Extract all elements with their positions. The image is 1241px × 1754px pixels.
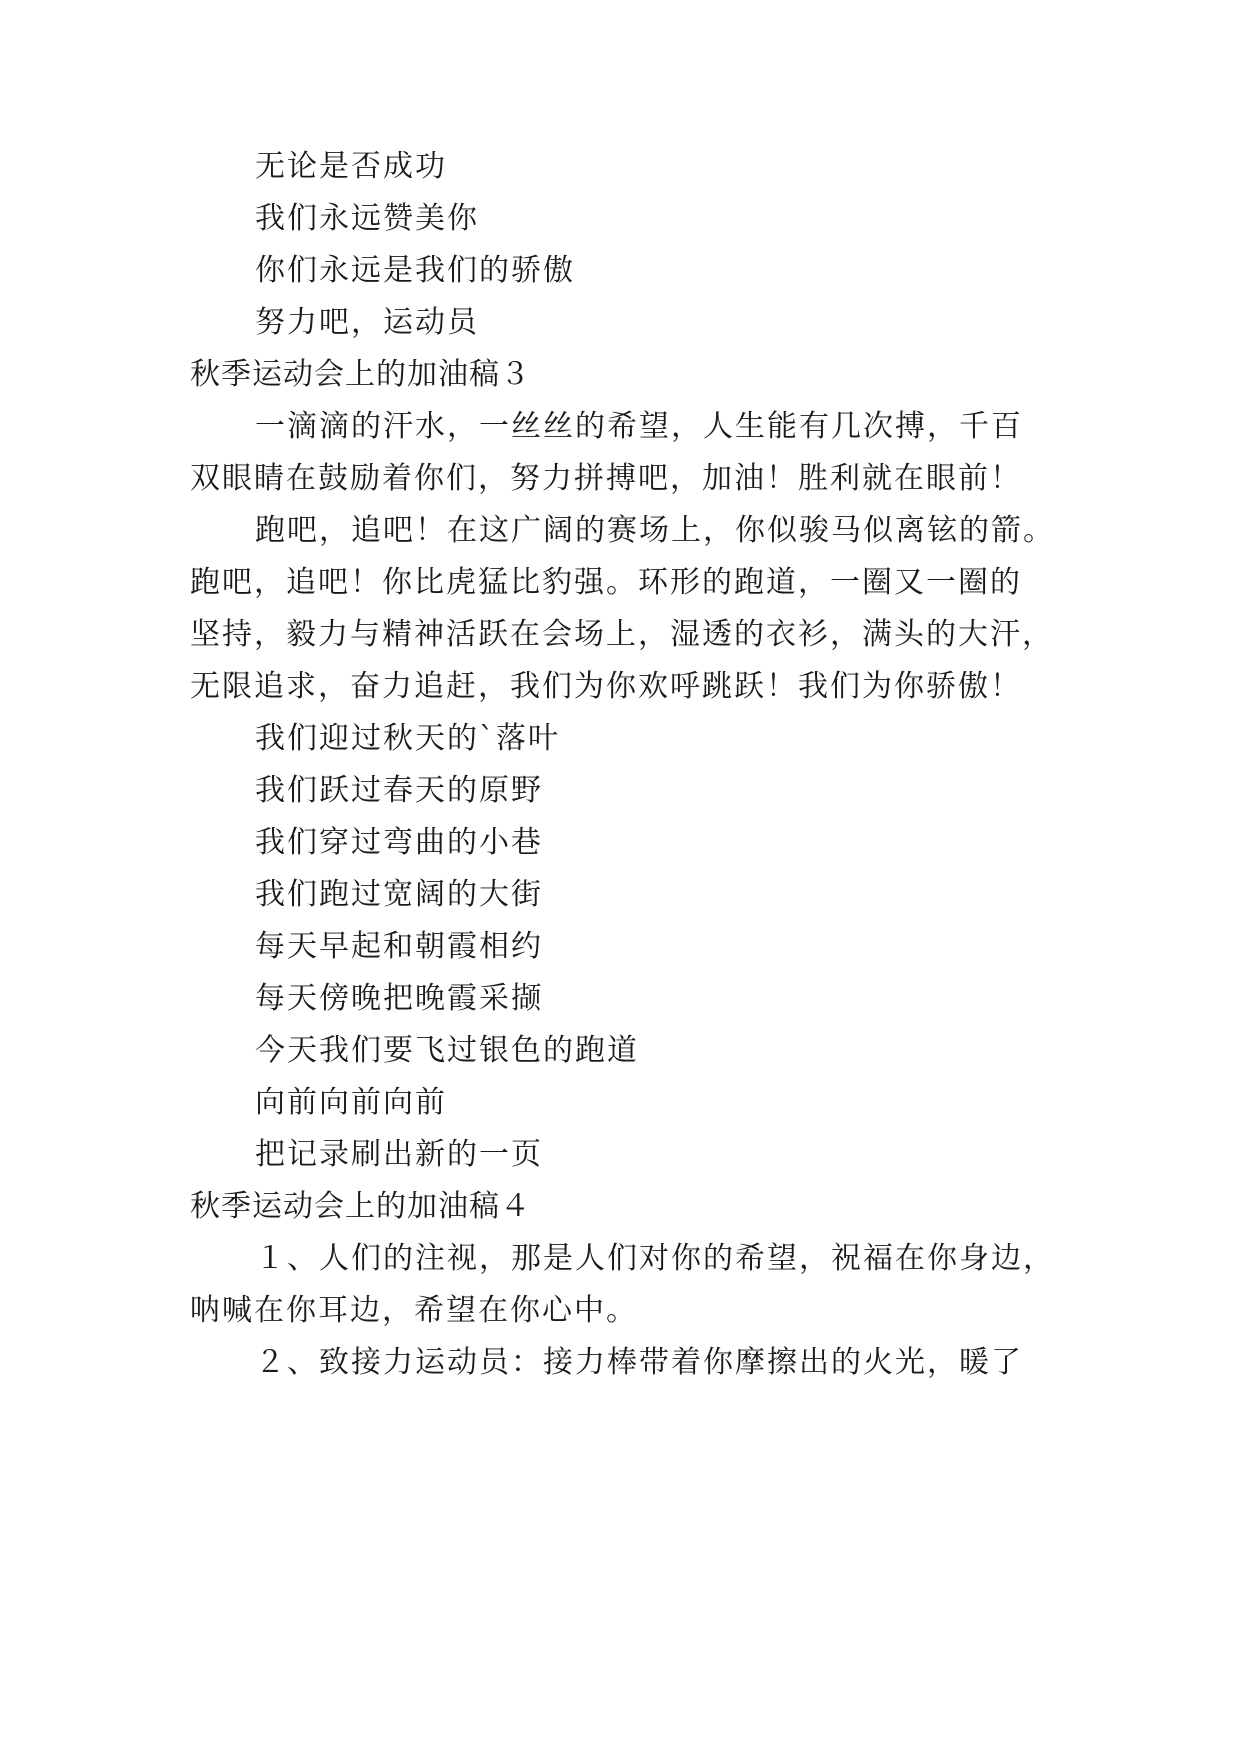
poem-line: 我们跃过春天的原野	[255, 773, 543, 808]
paragraph-line: 跑吧，追吧！你比虎猛比豹强。环形的跑道，一圈又一圈的	[190, 565, 1022, 600]
paragraph-line: 坚持，毅力与精神活跃在会场上，湿透的衣衫，满头的大汗，	[190, 617, 1054, 652]
paragraph-line: 无限追求，奋力追赶，我们为你欢呼跳跃！我们为你骄傲！	[190, 669, 1022, 704]
poem-line: 每天傍晚把晚霞采撷	[255, 981, 543, 1016]
paragraph-line: １、人们的注视，那是人们对你的希望，祝福在你身边，	[255, 1241, 1055, 1276]
paragraph-line: 一滴滴的汗水，一丝丝的希望，人生能有几次搏，千百	[255, 409, 1023, 444]
poem-line: 把记录刷出新的一页	[255, 1137, 543, 1172]
section-heading: 秋季运动会上的加油稿４	[190, 1189, 531, 1224]
paragraph-line: 双眼睛在鼓励着你们，努力拼搏吧，加油！胜利就在眼前！	[190, 461, 1022, 496]
poem-line: 我们迎过秋天的`落叶	[255, 721, 560, 756]
poem-line: 无论是否成功	[255, 149, 447, 184]
poem-line: 我们永远赞美你	[255, 201, 479, 236]
poem-line: 我们跑过宽阔的大街	[255, 877, 543, 912]
poem-line: 今天我们要飞过银色的跑道	[255, 1033, 639, 1068]
paragraph-line: ２、致接力运动员：接力棒带着你摩擦出的火光，暖了	[255, 1345, 1023, 1380]
poem-line: 努力吧，运动员	[255, 305, 479, 340]
poem-line: 我们穿过弯曲的小巷	[255, 825, 543, 860]
paragraph-line: 呐喊在你耳边，希望在你心中。	[190, 1293, 638, 1328]
poem-line: 向前向前向前	[255, 1085, 447, 1120]
paragraph-line: 跑吧，追吧！在这广阔的赛场上，你似骏马似离铉的箭。	[255, 513, 1055, 548]
poem-line: 每天早起和朝霞相约	[255, 929, 543, 964]
section-heading: 秋季运动会上的加油稿３	[190, 357, 531, 392]
poem-line: 你们永远是我们的骄傲	[255, 253, 575, 288]
